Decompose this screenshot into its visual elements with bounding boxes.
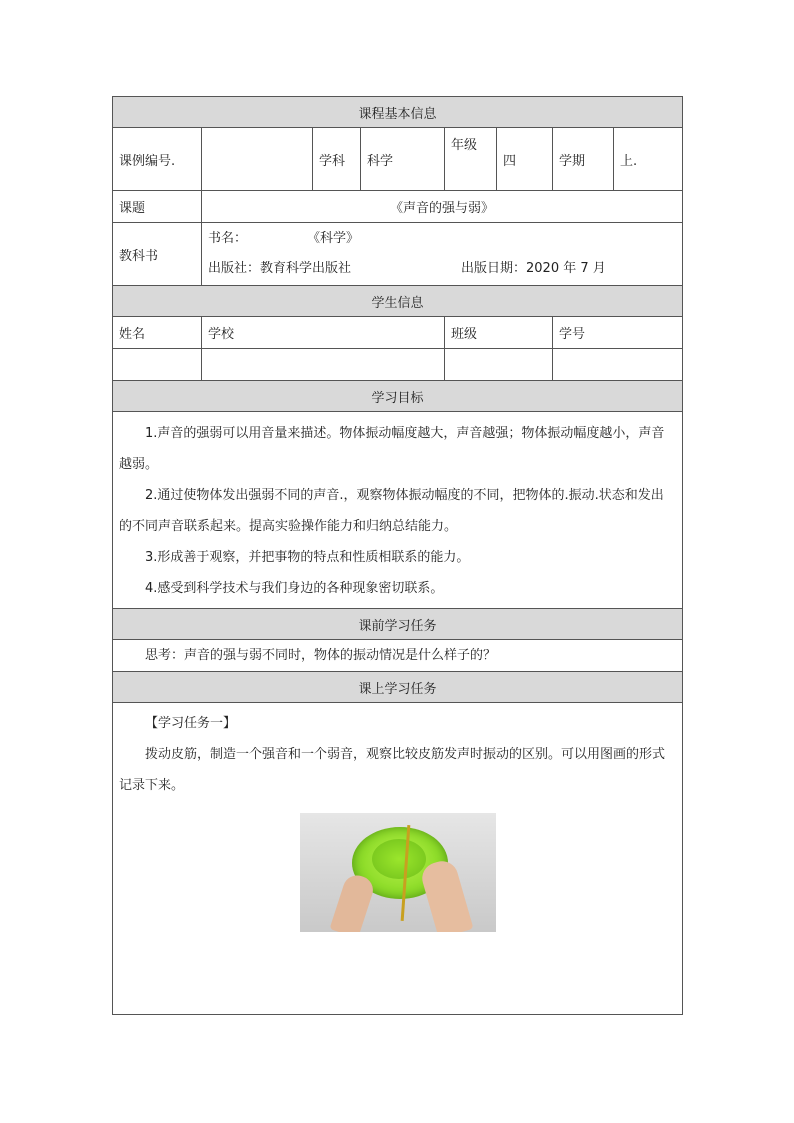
pre-task-text: 思考：声音的强与弱不同时，物体的振动情况是什么样子的？ (145, 647, 497, 663)
school-label: 学校 (202, 317, 445, 349)
course-no-label: 课例编号. (113, 128, 202, 191)
rubber-band-bowl-photo (300, 813, 496, 932)
section-header-class-task: 课上学习任务 (113, 672, 683, 703)
class-field[interactable] (445, 349, 553, 381)
term-label: 学期 (553, 128, 614, 191)
section-header-student-info: 学生信息 (113, 286, 683, 317)
lesson-sheet (112, 96, 682, 1015)
publisher: 出版社：教育科学出版社 (208, 261, 352, 276)
subject-value: 科学 (361, 128, 445, 191)
section-header-basic-info: 课程基本信息 (113, 97, 683, 128)
topic-label: 课题 (113, 191, 202, 223)
class-task-body (113, 703, 683, 1015)
course-no-value (202, 128, 313, 191)
subject-label: 学科 (313, 128, 361, 191)
pub-date: 出版日期：2020 年 7 月 (461, 261, 606, 276)
goals-body (113, 412, 683, 609)
school-field[interactable] (202, 349, 445, 381)
class-label: 班级 (445, 317, 553, 349)
grade-label: 年级 (445, 128, 497, 191)
textbook-label: 教科书 (113, 223, 202, 286)
pre-task-body (113, 640, 683, 672)
section-header-goals: 学习目标 (113, 381, 683, 412)
green-bowl-inner (372, 839, 426, 879)
task1-text: 拨动皮筋，制造一个强音和一个弱音，观察比较皮筋发声时振动的区别。可以用图画的形式记录下来。 (119, 747, 666, 793)
student-id-label: 学号 (553, 317, 683, 349)
goal-item: 2.通过使物体发出强弱不同的声音.，观察物体振动幅度的不同，把物体的.振动.状态和发出的不同声音联系起来。提高实验操作能力和归纳总结能力。 (119, 488, 664, 534)
name-label: 姓名 (113, 317, 202, 349)
goal-item: 1.声音的强弱可以用音量来描述。物体振动幅度越大，声音越强；物体振动幅度越小，声音越弱。 (119, 426, 665, 472)
term-value: 上. (614, 128, 683, 191)
topic-value: 《声音的强与弱》 (202, 191, 683, 223)
goal-item: 4.感受到科学技术与我们身边的各种现象密切联系。 (145, 581, 444, 596)
goal-item: 3.形成善于观察，并把事物的特点和性质相联系的能力。 (145, 550, 470, 565)
name-field[interactable] (113, 349, 202, 381)
task1-title: 【学习任务一】 (145, 716, 237, 731)
right-hand (418, 857, 473, 932)
book-name-line (208, 224, 676, 254)
grade-value: 四 (497, 128, 553, 191)
student-id-field[interactable] (553, 349, 683, 381)
textbook-info (202, 223, 683, 286)
book-name-label: 书名： (208, 231, 248, 246)
lesson-table (112, 96, 683, 1015)
left-hand (329, 872, 376, 932)
publisher-line (208, 254, 676, 284)
section-header-pre-task: 课前学习任务 (113, 609, 683, 640)
book-name-value: 《科学》 (307, 231, 360, 246)
